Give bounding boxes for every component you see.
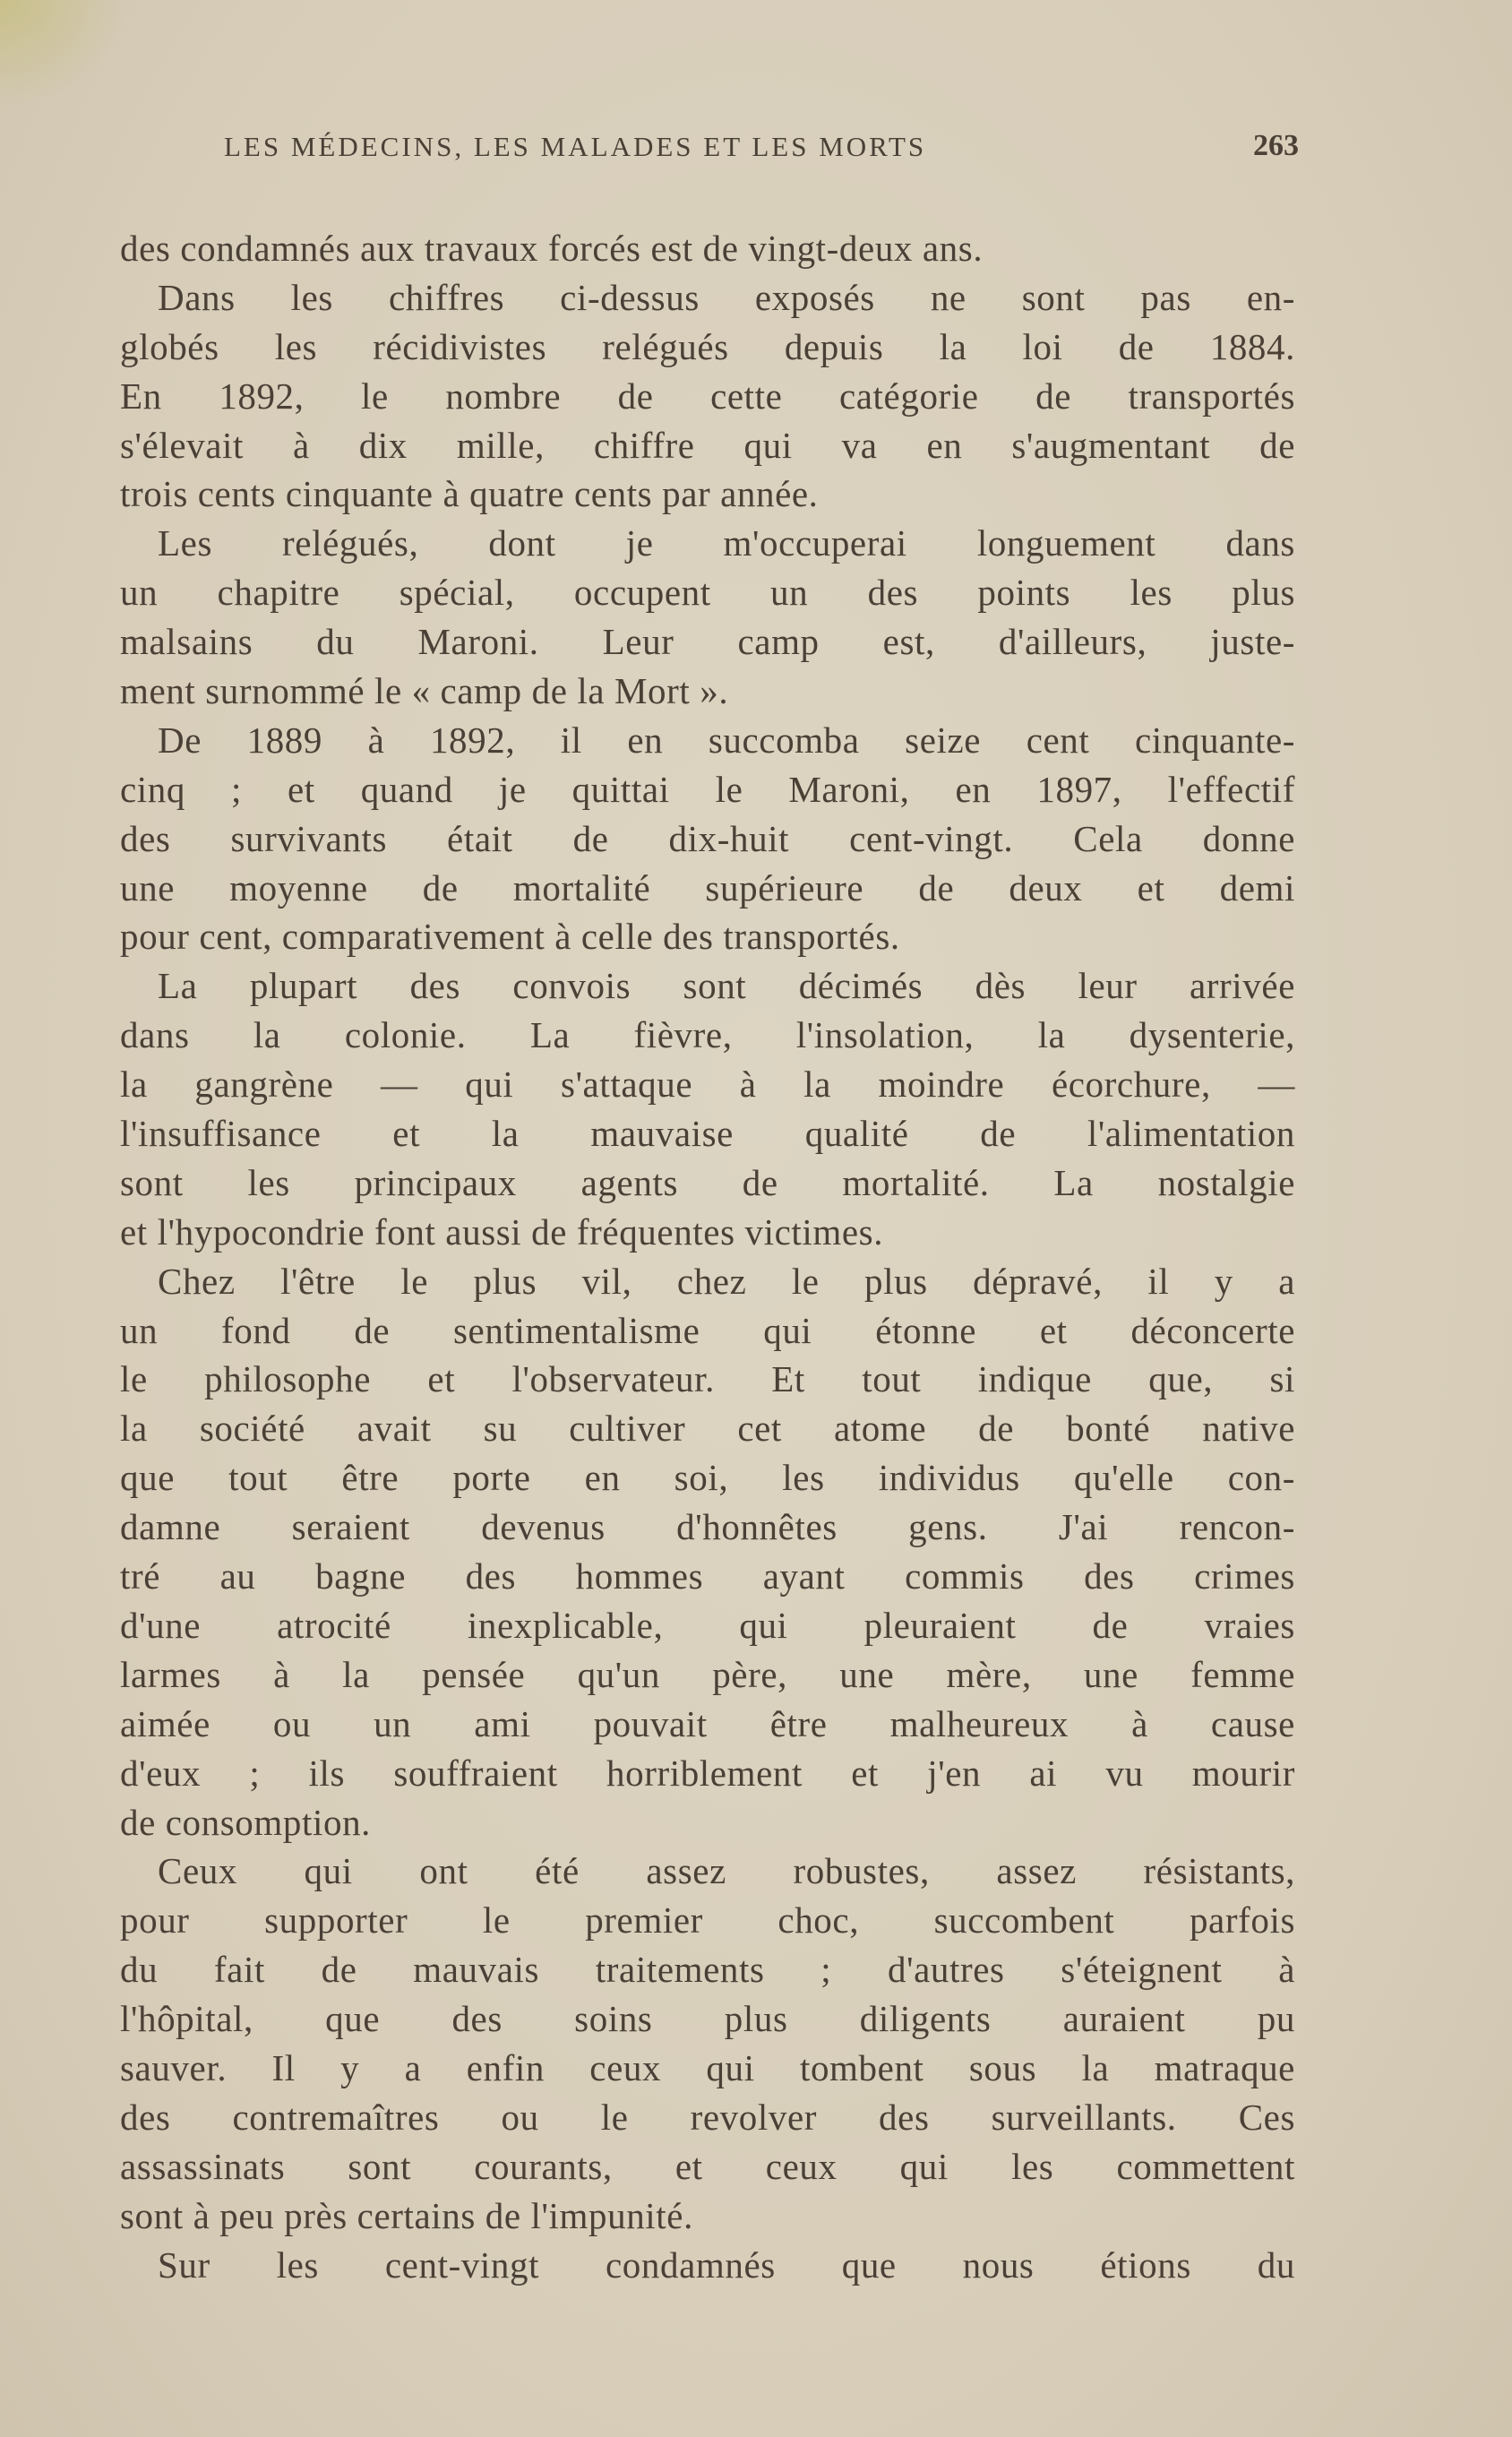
text-line: de consomption. [120,1801,372,1843]
text-line: Ceux qui ont été assez robustes, assez résistants, [158,1850,1295,1892]
text-line: tré au bagne des hommes ayant commis des crimes [120,1555,1295,1597]
text-line: ment surnommé le « camp de la Mort ». [120,670,729,712]
text-line: Chez l'être le plus vil, chez le plus dépravé, il y a [158,1260,1295,1302]
text-line: sont à peu près certains de l'impunité. [120,2194,693,2236]
text-line: un chapitre spécial, occupent un des points les plus [120,572,1295,614]
text-line: sauver. Il y a enfin ceux qui tombent sous la matraque [120,2046,1295,2088]
text-line: des contremaîtres ou le revolver des surveillants. Ces [120,2096,1295,2138]
text-line: le philosophe et l'observateur. Et tout indique que, si [120,1358,1295,1400]
text-line: De 1889 à 1892, il en succomba seize cent cinquante- [158,719,1295,761]
body-text [120,224,1295,2289]
text-line: globés les récidivistes relégués depuis la loi de 1884. [120,325,1295,367]
text-line: la gangrène — qui s'attaque à la moindre écorchure, — [120,1063,1295,1106]
text-line: En 1892, le nombre de cette catégorie de transportés [120,375,1295,417]
text-line: La plupart des convois sont décimés dès leur arrivée [158,965,1295,1007]
text-line: que tout être porte en soi, les individus qu'elle con- [120,1457,1295,1499]
text-line: et l'hypocondrie font aussi de fréquentes victimes. [120,1210,884,1253]
text-line: un fond de sentimentalisme qui étonne et déconcerte [120,1309,1295,1351]
text-line: des condamnés aux travaux forcés est de vingt-deux ans. [120,228,984,269]
text-line: cinq ; et quand je quittai le Maroni, en 1897, l'effectif [120,768,1295,810]
text-line: assassinats sont courants, et ceux qui les commettent [120,2145,1295,2187]
text-line: Dans les chiffres ci-dessus exposés ne sont pas en- [158,276,1295,318]
text-line: Sur les cent-vingt condamnés que nous étions du [158,2243,1295,2286]
text-line: dans la colonie. La fièvre, l'insolation, la dysenterie, [120,1014,1295,1056]
text-line: du fait de mauvais traitements ; d'autres s'éteignent à [120,1949,1295,1991]
paper-stain [0,0,125,108]
text-line: aimée ou un ami pouvait être malheureux à cause [120,1702,1295,1744]
text-line: damne seraient devenus d'honnêtes gens. J'ai rencon- [120,1506,1295,1548]
text-line: pour supporter le premier choc, succombent parfois [120,1899,1295,1942]
running-title: LES MÉDECINS, LES MALADES ET LES MORTS [224,131,927,162]
text-line: sont les principaux agents de mortalité. La nostalgie [120,1161,1295,1203]
text-line: des survivants était de dix-huit cent-vingt. Cela donne [120,817,1295,859]
text-line: d'une atrocité inexplicable, qui pleuraient de vraies [120,1604,1295,1646]
text-line: pour cent, comparativement à celle des transportés. [120,916,900,958]
page-number: 263 [1253,129,1299,162]
text-line: d'eux ; ils souffraient horriblement et j'en ai vu mourir [120,1752,1295,1794]
text-line: la société avait su cultiver cet atome de bonté native [120,1408,1295,1450]
text-line: l'hôpital, que des soins plus diligents auraient pu [120,1998,1295,2040]
text-line: malsains du Maroni. Leur camp est, d'ailleurs, juste- [120,621,1295,663]
text-line: l'insuffisance et la mauvaise qualité de l'alimentation [120,1113,1295,1155]
page-header [224,131,1299,170]
text-line: s'élevait à dix mille, chiffre qui va en s'augmentant de [120,424,1295,466]
text-line: larmes à la pensée qu'un père, une mère, une femme [120,1653,1295,1695]
text-line: une moyenne de mortalité supérieure de deux et demi [120,866,1295,908]
text-line: Les relégués, dont je m'occuperai longuement dans [158,522,1295,564]
text-line: trois cents cinquante à quatre cents par année. [120,473,819,515]
